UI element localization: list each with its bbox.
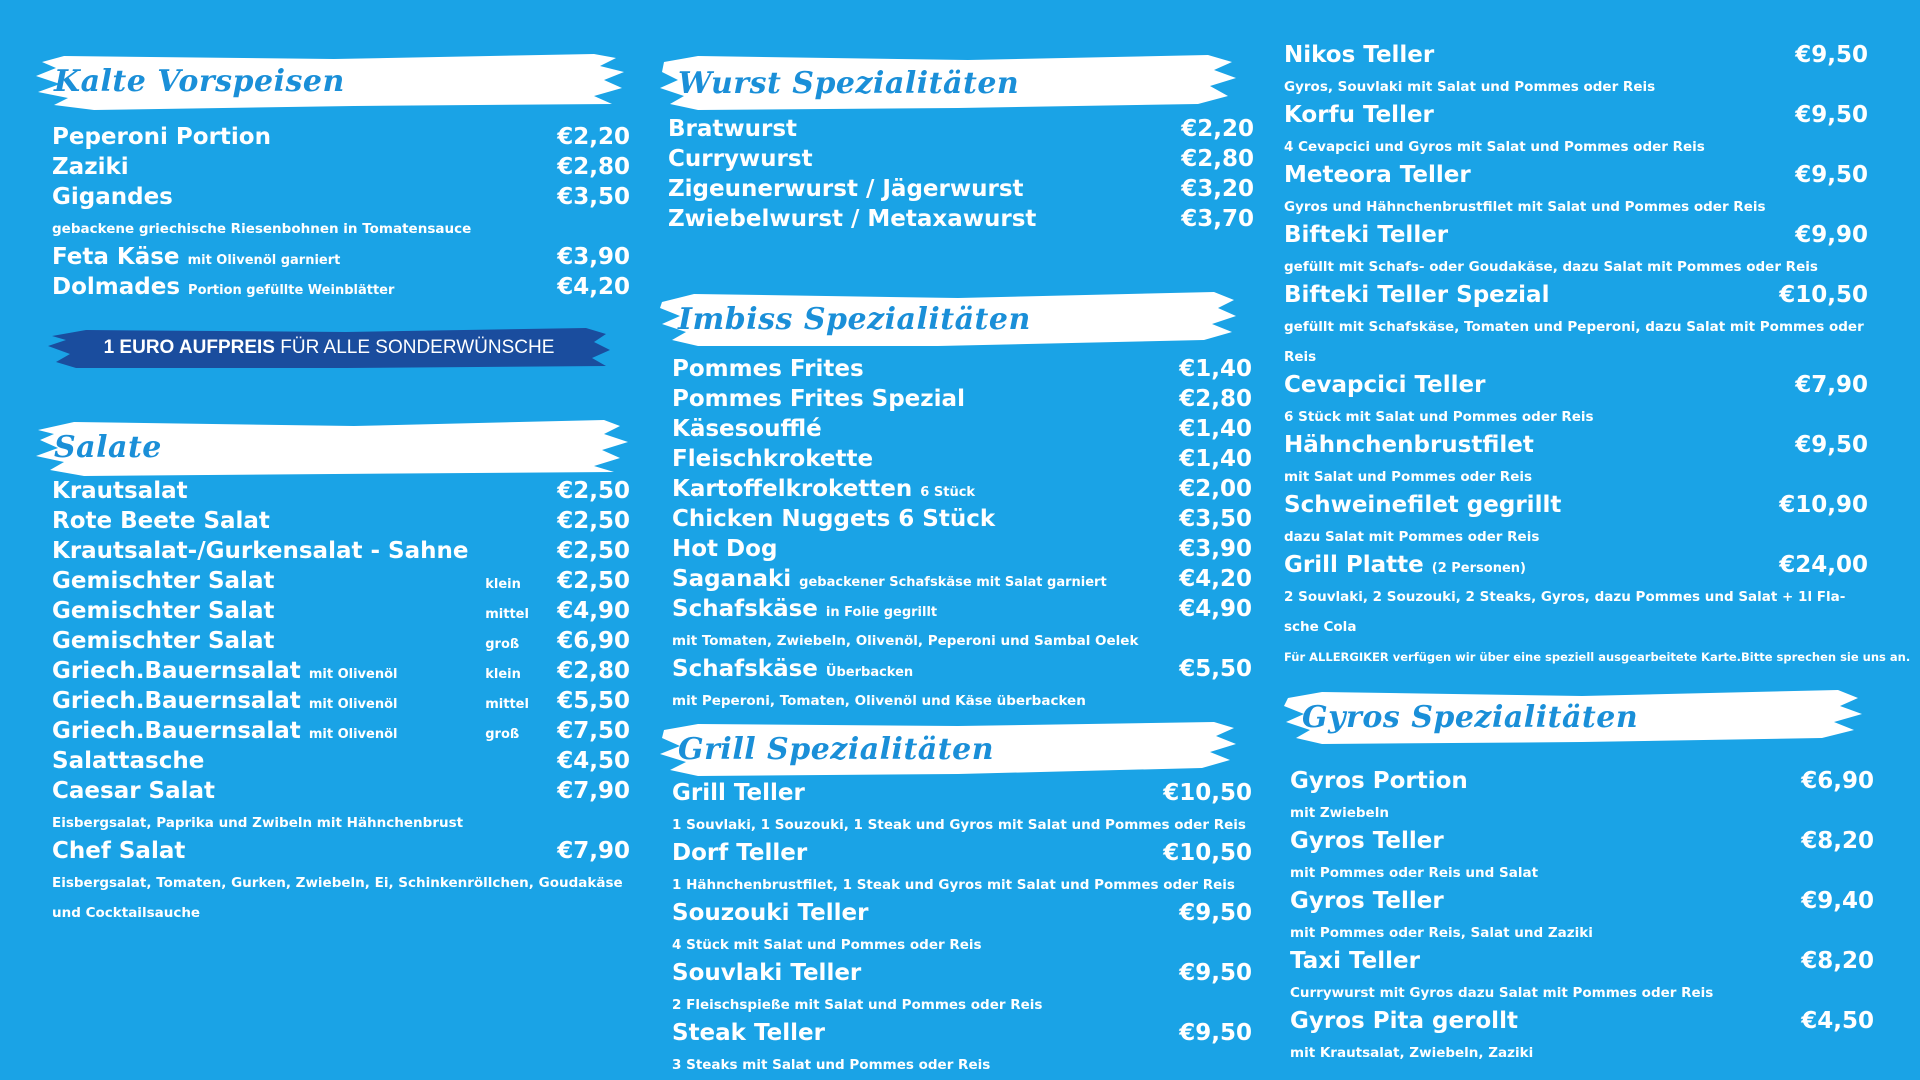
item-name-text: Schafskäse	[672, 596, 818, 622]
item-name	[1290, 768, 1801, 794]
item-description: gebackene griechische Riesenbohnen in Tomatensauce	[52, 221, 472, 237]
menu-item	[668, 176, 1254, 206]
item-name	[672, 386, 1179, 412]
item-price: €2,50	[557, 568, 630, 594]
item-name-text: Taxi Teller	[1290, 948, 1420, 974]
item-name	[672, 780, 1163, 806]
item-name	[52, 598, 485, 624]
item-price: €4,50	[1801, 1008, 1874, 1034]
item-price: €9,40	[1801, 888, 1874, 914]
item-name-text: Saganaki	[672, 566, 792, 592]
column-right	[1284, 0, 1911, 1068]
item-price: €4,90	[1179, 596, 1252, 622]
item-price: €7,90	[557, 778, 630, 804]
item-note: mit Olivenöl	[308, 697, 398, 712]
menu-item	[1284, 552, 1868, 582]
item-price: €2,20	[557, 124, 630, 150]
item-note: (2 Personen)	[1431, 561, 1526, 576]
item-name	[1284, 372, 1795, 398]
item-description: Eisbergsalat, Tomaten, Gurken, Zwiebeln, Ei, Schinkenröllchen, Goudakäse und Cocktailsauche	[52, 875, 623, 921]
item-price: €8,20	[1801, 948, 1874, 974]
item-name	[672, 596, 1179, 622]
item-description: 6 Stück mit Salat und Pommes oder Reis	[1284, 409, 1594, 425]
item-price: €6,90	[1801, 768, 1874, 794]
menu-item	[672, 1020, 1252, 1050]
item-price: €10,50	[1163, 780, 1252, 806]
item-price: €2,80	[1179, 386, 1252, 412]
menu-item	[52, 244, 630, 274]
item-name	[672, 446, 1179, 472]
item-name	[52, 184, 557, 210]
item-name	[1284, 492, 1779, 518]
item-description: 1 Hähnchenbrustfilet, 1 Steak und Gyros mit Salat und Pommes oder Reis	[672, 877, 1235, 893]
menu-item	[52, 508, 630, 538]
item-name-text: Chef Salat	[52, 838, 186, 864]
item-price: €2,80	[557, 658, 630, 684]
item-name	[1290, 828, 1801, 854]
item-price: €2,00	[1179, 476, 1252, 502]
item-price: €2,50	[557, 478, 630, 504]
item-description: 2 Fleischspieße mit Salat und Pommes oder Reis	[672, 997, 1043, 1013]
menu-item	[52, 838, 630, 868]
menu-item	[52, 478, 630, 508]
item-name-text: Gyros Teller	[1290, 888, 1444, 914]
item-name	[52, 778, 485, 804]
item-price: €4,50	[557, 748, 630, 774]
menu-item	[1284, 222, 1868, 252]
item-name	[668, 206, 1181, 232]
item-price: €4,20	[1179, 566, 1252, 592]
item-price: €2,80	[557, 154, 630, 180]
item-name-text: Korfu Teller	[1284, 102, 1434, 128]
item-price: €5,50	[557, 688, 630, 714]
item-price: €4,90	[557, 598, 630, 624]
item-name-text: Pommes Frites	[672, 356, 864, 382]
menu-item	[1290, 888, 1874, 918]
item-name	[672, 506, 1179, 532]
item-description: 2 Souvlaki, 2 Souzouki, 2 Steaks, Gyros, dazu Pommes und Salat + 1l Fla-sche Cola	[1284, 589, 1846, 635]
item-name	[668, 116, 1181, 142]
menu-item	[52, 154, 630, 184]
menu-item	[672, 656, 1252, 686]
item-name	[1290, 948, 1801, 974]
item-name	[52, 748, 485, 774]
item-price: €2,20	[1181, 116, 1254, 142]
item-name	[672, 840, 1163, 866]
item-name	[52, 508, 485, 534]
item-name-text: Zigeunerwurst / Jägerwurst	[668, 176, 1024, 202]
item-size: mittel	[485, 607, 529, 622]
item-name	[52, 688, 485, 714]
section-title: Gyros Spezialitäten	[1302, 699, 1639, 735]
item-note: Überbacken	[825, 665, 914, 680]
item-price: €9,50	[1795, 162, 1868, 188]
allergy-note: Für ALLERGIKER verfügen wir über eine speziell ausgearbeitete Karte.Bitte sprechen sie uns an.	[1284, 650, 1911, 664]
item-name	[1284, 552, 1779, 578]
section-title: Imbiss Spezialitäten	[678, 301, 1031, 337]
banner-text: 1 EURO AUFPREIS FÜR ALLE SONDERWÜNSCHE	[103, 337, 555, 358]
item-description: mit Pommes oder Reis und Salat	[1290, 865, 1539, 881]
item-name-text: Currywurst	[668, 146, 813, 172]
item-name-text: Griech.Bauernsalat	[52, 688, 301, 714]
item-description: mit Zwiebeln	[1290, 805, 1389, 821]
menu-item	[52, 538, 630, 568]
menu-item	[672, 356, 1252, 386]
item-name-text: Cevapcici Teller	[1284, 372, 1486, 398]
item-price: €10,50	[1779, 282, 1868, 308]
item-name-text: Grill Platte	[1284, 552, 1424, 578]
item-price: €3,90	[1179, 536, 1252, 562]
section-title: Wurst Spezialitäten	[678, 65, 1020, 101]
column-left	[52, 0, 630, 928]
item-name-text: Zaziki	[52, 154, 129, 180]
item-price: €9,50	[1179, 960, 1252, 986]
item-name	[52, 568, 485, 594]
item-size: klein	[485, 577, 521, 592]
menu-item	[1284, 432, 1868, 462]
item-price: €3,50	[1179, 506, 1252, 532]
item-price: €1,40	[1179, 446, 1252, 472]
menu-item	[52, 568, 630, 598]
item-price: €7,90	[557, 838, 630, 864]
item-description: Gyros, Souvlaki mit Salat und Pommes oder Reis	[1284, 79, 1656, 95]
item-name-text: Fleischkrokette	[672, 446, 874, 472]
section-title: Salate	[54, 429, 162, 465]
item-name	[52, 628, 485, 654]
item-name	[1284, 282, 1779, 308]
item-note: in Folie gegrillt	[825, 605, 938, 620]
item-name	[672, 656, 1179, 682]
kalte-list	[52, 124, 630, 304]
menu-item	[52, 688, 630, 718]
item-price: €2,50	[557, 538, 630, 564]
item-description: 1 Souvlaki, 1 Souzouki, 1 Steak und Gyros mit Salat und Pommes oder Reis	[672, 817, 1246, 833]
menu-item	[52, 748, 630, 778]
item-name-text: Peperoni Portion	[52, 124, 271, 150]
item-description: 3 Steaks mit Salat und Pommes oder Reis	[672, 1057, 991, 1073]
grill-list	[668, 780, 1252, 1080]
item-name-text: Kartoffelkroketten	[672, 476, 913, 502]
item-name	[672, 1020, 1179, 1046]
item-name	[52, 718, 485, 744]
menu-item	[1290, 828, 1874, 858]
item-name	[52, 838, 485, 864]
header-imbiss	[658, 288, 1236, 350]
item-description: mit Pommes oder Reis, Salat und Zaziki	[1290, 925, 1593, 941]
item-price: €9,50	[1179, 900, 1252, 926]
item-description: gefüllt mit Schafskäse, Tomaten und Peperoni, dazu Salat mit Pommes oder Reis	[1284, 319, 1864, 365]
item-price: €7,50	[557, 718, 630, 744]
item-price: €1,40	[1179, 416, 1252, 442]
item-name	[52, 244, 557, 270]
imbiss-list	[668, 356, 1252, 716]
item-description: Eisbergsalat, Paprika und Zwibeln mit Hähnchenbrust	[52, 815, 464, 831]
menu-item	[672, 386, 1252, 416]
item-name	[672, 536, 1179, 562]
menu-item	[52, 658, 630, 688]
item-name	[1284, 222, 1795, 248]
item-name-text: Salattasche	[52, 748, 205, 774]
menu-item	[668, 116, 1254, 146]
item-name-text: Chicken Nuggets 6 Stück	[672, 506, 996, 532]
item-name	[52, 658, 485, 684]
item-name-text: Bifteki Teller	[1284, 222, 1449, 248]
item-name	[1290, 888, 1801, 914]
item-price: €2,50	[557, 508, 630, 534]
item-price: €3,70	[1181, 206, 1254, 232]
item-name	[52, 478, 485, 504]
menu-item	[672, 596, 1252, 626]
item-price: €3,90	[557, 244, 630, 270]
item-price: €7,90	[1795, 372, 1868, 398]
item-price: €3,20	[1181, 176, 1254, 202]
item-name-text: Zwiebelwurst / Metaxawurst	[668, 206, 1037, 232]
item-name-text: Feta Käse	[52, 244, 180, 270]
item-name-text: Grill Teller	[672, 780, 805, 806]
item-name-text: Dolmades	[52, 274, 181, 300]
teller-list	[1284, 42, 1874, 642]
item-price: €2,80	[1181, 146, 1254, 172]
item-name-text: Dorf Teller	[672, 840, 808, 866]
menu-item	[1284, 102, 1868, 132]
column-middle	[668, 0, 1254, 1080]
item-description: 4 Cevapcici und Gyros mit Salat und Pommes oder Reis	[1284, 139, 1705, 155]
item-price: €10,90	[1779, 492, 1868, 518]
menu-item	[668, 206, 1254, 236]
gyros-list	[1284, 768, 1874, 1068]
surcharge-banner	[46, 326, 612, 370]
item-price: €9,50	[1795, 42, 1868, 68]
item-name-text: Hot Dog	[672, 536, 778, 562]
item-size: klein	[485, 667, 521, 682]
item-name-text: Krautsalat	[52, 478, 188, 504]
item-name	[672, 416, 1179, 442]
menu-item	[672, 536, 1252, 566]
item-name-text: Gemischter Salat	[52, 628, 275, 654]
item-description: 4 Stück mit Salat und Pommes oder Reis	[672, 937, 982, 953]
item-name	[668, 176, 1181, 202]
item-price: €5,50	[1179, 656, 1252, 682]
item-price: €9,90	[1795, 222, 1868, 248]
section-title: Kalte Vorspeisen	[54, 63, 345, 99]
item-name-text: Souzouki Teller	[672, 900, 869, 926]
item-name-text: Bratwurst	[668, 116, 798, 142]
item-name-text: Gigandes	[52, 184, 173, 210]
item-name	[672, 900, 1179, 926]
item-name	[52, 154, 557, 180]
item-name-text: Gyros Portion	[1290, 768, 1468, 794]
item-note: 6 Stück	[920, 485, 976, 500]
item-price: €6,90	[557, 628, 630, 654]
item-name-text: Schweinefilet gegrillt	[1284, 492, 1562, 518]
item-description: Currywurst mit Gyros dazu Salat mit Pommes oder Reis	[1290, 985, 1714, 1001]
item-name-text: Pommes Frites Spezial	[672, 386, 965, 412]
item-name-text: Gyros Teller	[1290, 828, 1444, 854]
menu-item	[672, 506, 1252, 536]
item-price: €4,20	[557, 274, 630, 300]
header-grill	[658, 718, 1236, 780]
item-description: mit Salat und Pommes oder Reis	[1284, 469, 1533, 485]
item-price: €3,50	[557, 184, 630, 210]
menu-item	[52, 184, 630, 214]
header-wurst	[658, 52, 1236, 114]
item-name	[668, 146, 1181, 172]
menu-item	[672, 960, 1252, 990]
menu-item	[672, 446, 1252, 476]
item-name	[1284, 162, 1795, 188]
item-size: groß	[485, 637, 520, 652]
menu-item	[1290, 768, 1874, 798]
menu-item	[52, 598, 630, 628]
menu-item	[52, 274, 630, 304]
item-note: Portion gefüllte Weinblätter	[188, 283, 395, 298]
item-name	[1284, 102, 1795, 128]
menu-item	[672, 476, 1252, 506]
header-kalte-vorspeisen	[34, 50, 629, 112]
item-price: €9,50	[1795, 102, 1868, 128]
wurst-list	[668, 116, 1254, 236]
item-name	[52, 124, 557, 150]
item-name	[52, 274, 557, 300]
item-name	[672, 356, 1179, 382]
menu-item	[672, 566, 1252, 596]
item-name-text: Gyros Pita gerollt	[1290, 1008, 1518, 1034]
item-price: €9,50	[1179, 1020, 1252, 1046]
item-price: €8,20	[1801, 828, 1874, 854]
item-description: Gyros und Hähnchenbrustfilet mit Salat und Pommes oder Reis	[1284, 199, 1766, 215]
menu-item	[1284, 162, 1868, 192]
item-note: mit Olivenöl	[308, 727, 398, 742]
item-name-text: Souvlaki Teller	[672, 960, 862, 986]
item-name	[1290, 1008, 1801, 1034]
item-price: €1,40	[1179, 356, 1252, 382]
item-description: gefüllt mit Schafs- oder Goudakäse, dazu Salat mit Pommes oder Reis	[1284, 259, 1818, 275]
item-name-text: Steak Teller	[672, 1020, 825, 1046]
menu-item	[672, 840, 1252, 870]
item-name	[672, 476, 1179, 502]
item-price: €9,50	[1795, 432, 1868, 458]
item-name-text: Bifteki Teller Spezial	[1284, 282, 1550, 308]
section-title: Grill Spezialitäten	[678, 731, 995, 767]
menu-item	[52, 778, 630, 808]
item-note: mit Olivenöl	[308, 667, 398, 682]
menu-item	[1284, 282, 1868, 312]
item-name-text: Griech.Bauernsalat	[52, 718, 301, 744]
item-name-text: Krautsalat-/Gurkensalat - Sahne	[52, 538, 469, 564]
menu-item	[672, 900, 1252, 930]
item-description: mit Krautsalat, Zwiebeln, Zaziki	[1290, 1045, 1534, 1061]
menu-item	[1290, 1008, 1874, 1038]
item-name-text: Rote Beete Salat	[52, 508, 270, 534]
item-description: dazu Salat mit Pommes oder Reis	[1284, 529, 1540, 545]
item-name-text: Caesar Salat	[52, 778, 216, 804]
menu-item	[668, 146, 1254, 176]
item-description: mit Tomaten, Zwiebeln, Olivenöl, Peperoni und Sambal Oelek	[672, 633, 1139, 649]
item-name-text: Meteora Teller	[1284, 162, 1471, 188]
item-description: mit Peperoni, Tomaten, Olivenöl und Käse überbacken	[672, 693, 1086, 709]
item-name-text: Käsesoufflé	[672, 416, 822, 442]
menu-item	[1284, 372, 1868, 402]
item-name	[52, 538, 485, 564]
item-size: groß	[485, 727, 520, 742]
header-salate	[34, 416, 629, 478]
menu-item	[52, 124, 630, 154]
menu-item	[672, 780, 1252, 810]
item-name	[672, 566, 1179, 592]
item-name-text: Griech.Bauernsalat	[52, 658, 301, 684]
item-price: €10,50	[1163, 840, 1252, 866]
header-gyros	[1282, 686, 1862, 748]
menu-item	[52, 628, 630, 658]
item-name	[1284, 432, 1795, 458]
salate-list	[52, 478, 630, 928]
item-note: gebackener Schafskäse mit Salat garniert	[799, 575, 1107, 590]
menu-item	[1284, 42, 1868, 72]
item-name-text: Gemischter Salat	[52, 598, 275, 624]
menu-item	[52, 718, 630, 748]
menu-item	[672, 416, 1252, 446]
menu-item	[1290, 948, 1874, 978]
item-name	[672, 960, 1179, 986]
item-name-text: Schafskäse	[672, 656, 818, 682]
item-name-text: Gemischter Salat	[52, 568, 275, 594]
item-name-text: Nikos Teller	[1284, 42, 1435, 68]
item-name	[1284, 42, 1795, 68]
item-price: €24,00	[1779, 552, 1868, 578]
item-note: mit Olivenöl garniert	[187, 253, 341, 268]
item-name-text: Hähnchenbrustfilet	[1284, 432, 1534, 458]
menu-item	[1284, 492, 1868, 522]
item-size: mittel	[485, 697, 529, 712]
